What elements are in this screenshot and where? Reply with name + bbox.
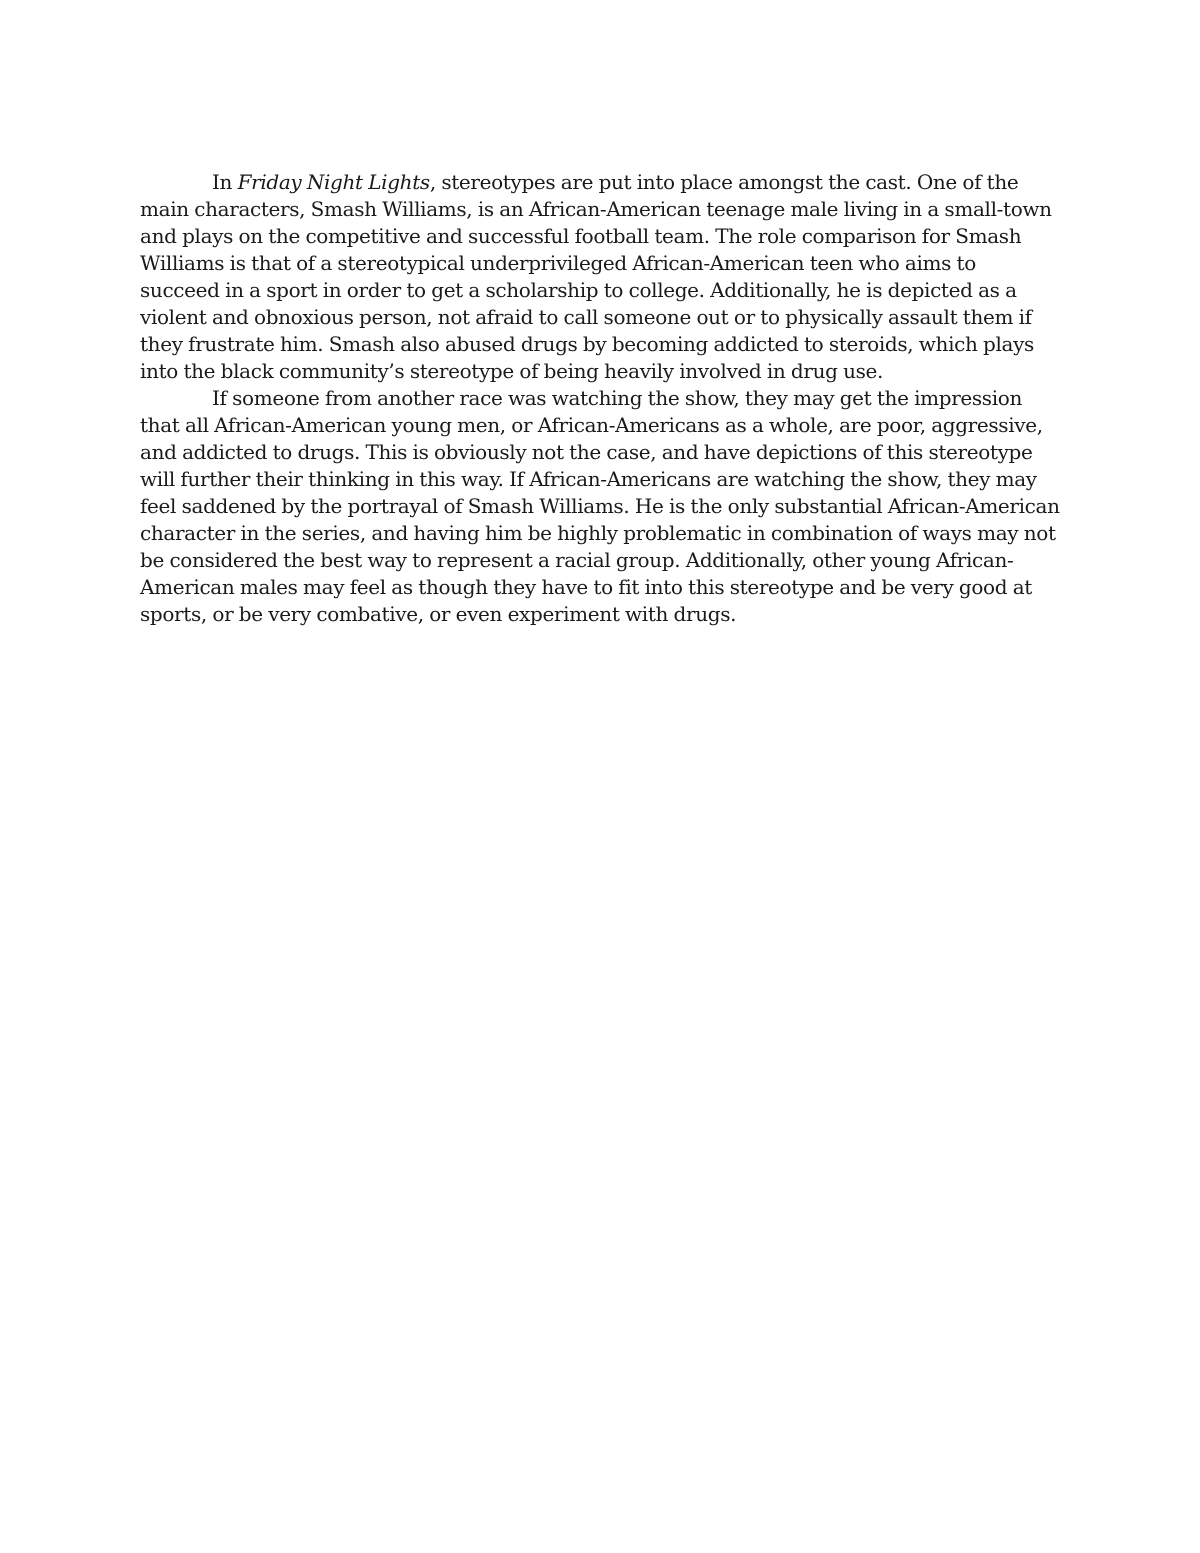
paragraph-1-body: , stereotypes are put into place amongst the cast. One of the main characters, Smash Williams, is an African-American teenage male living in a small-town and plays on the competitive and successful football team. The role comparison for Smash Williams is that of a stereotypical underprivileged African-American teen who aims to succeed in a sport in order to get a scholarship to college. Additionally, he is depicted as a violent and obnoxious person, not afraid to call someone out or to physically assault them if they frustrate him. Smash also abused drugs by becoming addicted to steroids, which plays into the black community’s stereotype of being heavily involved in drug use. [140, 170, 1052, 383]
paragraph-2-body: If someone from another race was watching the show, they may get the impression that all African-American young men, or African-Americans as a whole, are poor, aggressive, and addicted to drugs. This is obviously not the case, and have depictions of this stereotype will further their thinking in this way. If African-Americans are watching the show, they may feel saddened by the portrayal of Smash Williams. He is the only substantial African-American character in the series, and having him be highly problematic in combination of ways may not be considered the best way to represent a racial group. Additionally, other young African-American males may feel as though they have to fit into this stereotype and be very good at sports, or be very combative, or even experiment with drugs. [140, 386, 1060, 626]
show-title: Friday Night Lights [237, 170, 430, 194]
document-body [140, 169, 1060, 628]
paragraph-2 [140, 385, 1060, 628]
paragraph-1 [140, 169, 1060, 385]
paragraph-1-lead: In [212, 170, 238, 194]
